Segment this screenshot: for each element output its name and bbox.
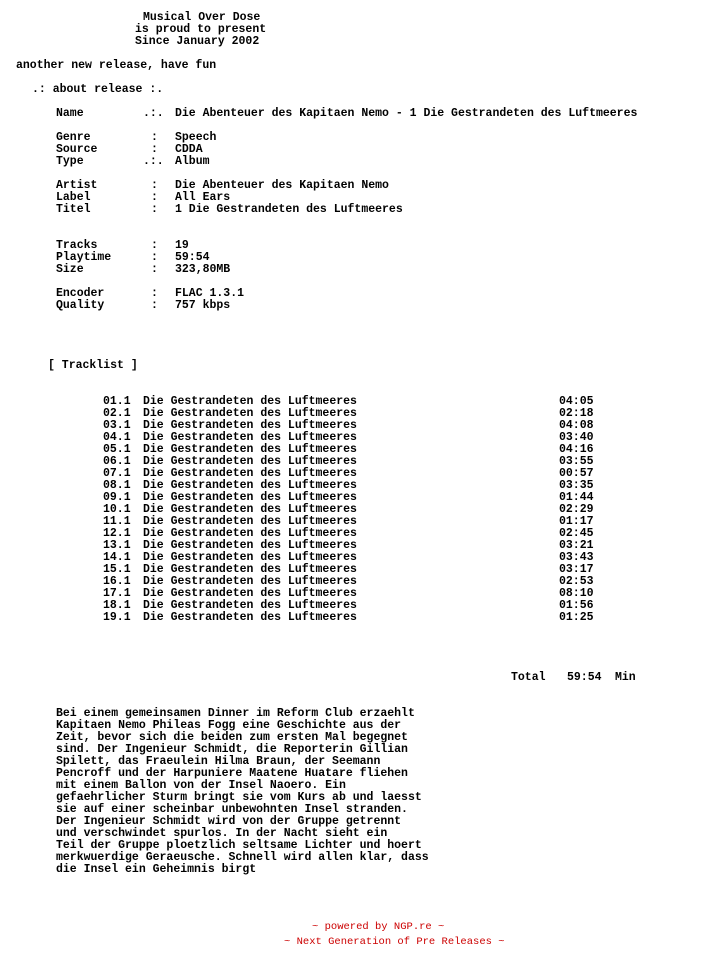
track-time: 02:53 bbox=[559, 575, 594, 588]
description-line: und verschwindet spurlos. In der Nacht sieht ein bbox=[56, 827, 388, 840]
track-title: Die Gestrandeten des Luftmeeres bbox=[143, 443, 357, 456]
genre-value: Speech bbox=[175, 131, 217, 144]
tagline: another new release, have fun bbox=[16, 59, 217, 72]
track-time: 03:35 bbox=[559, 479, 594, 492]
header-group-name: Musical Over Dose bbox=[143, 11, 261, 24]
quality-separator: : bbox=[151, 299, 158, 312]
track-title: Die Gestrandeten des Luftmeeres bbox=[143, 395, 357, 408]
track-number: 15.1 bbox=[103, 563, 131, 576]
track-title: Die Gestrandeten des Luftmeeres bbox=[143, 527, 357, 540]
total-value: 59:54 bbox=[567, 671, 602, 684]
encoder-value: FLAC 1.3.1 bbox=[175, 287, 245, 300]
track-number: 08.1 bbox=[103, 479, 131, 492]
label-value: All Ears bbox=[175, 191, 231, 204]
playtime-value: 59:54 bbox=[175, 251, 210, 264]
track-time: 01:25 bbox=[559, 611, 594, 624]
artist-separator: : bbox=[151, 179, 158, 192]
track-time: 01:56 bbox=[559, 599, 594, 612]
track-number: 07.1 bbox=[103, 467, 131, 480]
playtime-label: Playtime bbox=[56, 251, 112, 264]
name-value: Die Abenteuer des Kapitaen Nemo - 1 Die Gestrandeten des Luftmeeres bbox=[175, 107, 638, 120]
size-value: 323,80MB bbox=[175, 263, 231, 276]
track-title: Die Gestrandeten des Luftmeeres bbox=[143, 563, 357, 576]
track-title: Die Gestrandeten des Luftmeeres bbox=[143, 587, 357, 600]
description-line: gefaehrlicher Sturm bringt sie vom Kurs ab und laesst bbox=[56, 791, 422, 804]
track-number: 18.1 bbox=[103, 599, 131, 612]
source-label: Source bbox=[56, 143, 98, 156]
description-line: Spilett, das Fraeulein Hilma Braun, der Seemann bbox=[56, 755, 381, 768]
source-value: CDDA bbox=[175, 143, 203, 156]
track-number: 16.1 bbox=[103, 575, 131, 588]
track-title: Die Gestrandeten des Luftmeeres bbox=[143, 599, 357, 612]
track-time: 03:55 bbox=[559, 455, 594, 468]
description-line: sind. Der Ingenieur Schmidt, die Reporterin Gillian bbox=[56, 743, 408, 756]
encoder-separator: : bbox=[151, 287, 158, 300]
track-title: Die Gestrandeten des Luftmeeres bbox=[143, 551, 357, 564]
description-line: Pencroff und der Harpuniere Maatene Huatare fliehen bbox=[56, 767, 408, 780]
source-separator: : bbox=[151, 143, 158, 156]
playtime-separator: : bbox=[151, 251, 158, 264]
footer-powered-by: ~ powered by NGP.re ~ bbox=[312, 921, 445, 933]
quality-label: Quality bbox=[56, 299, 105, 312]
type-label: Type bbox=[56, 155, 84, 168]
footer-next-generation: ~ Next Generation of Pre Releases ~ bbox=[284, 936, 505, 948]
track-number: 14.1 bbox=[103, 551, 131, 564]
section-about: .: about release :. bbox=[32, 83, 164, 96]
track-number: 05.1 bbox=[103, 443, 131, 456]
total-unit: Min bbox=[615, 671, 636, 684]
description-line: Zeit, bevor sich die beiden zum ersten Mal begegnet bbox=[56, 731, 408, 744]
track-number: 01.1 bbox=[103, 395, 131, 408]
track-time: 02:18 bbox=[559, 407, 594, 420]
description-line: Kapitaen Nemo Phileas Fogg eine Geschichte aus der bbox=[56, 719, 402, 732]
type-separator: .:. bbox=[143, 155, 164, 168]
track-title: Die Gestrandeten des Luftmeeres bbox=[143, 575, 357, 588]
tracks-label: Tracks bbox=[56, 239, 98, 252]
track-title: Die Gestrandeten des Luftmeeres bbox=[143, 515, 357, 528]
tracklist-heading: [ Tracklist ] bbox=[48, 359, 138, 372]
size-label: Size bbox=[56, 263, 84, 276]
name-separator: .:. bbox=[143, 107, 164, 120]
artist-value: Die Abenteuer des Kapitaen Nemo bbox=[175, 179, 389, 192]
tracks-value: 19 bbox=[175, 239, 189, 252]
track-time: 03:21 bbox=[559, 539, 594, 552]
track-time: 03:40 bbox=[559, 431, 594, 444]
track-number: 13.1 bbox=[103, 539, 131, 552]
description-line: mit einem Ballon von der Insel Naoero. Ein bbox=[56, 779, 346, 792]
label-label: Label bbox=[56, 191, 91, 204]
titel-separator: : bbox=[151, 203, 158, 216]
track-number: 12.1 bbox=[103, 527, 131, 540]
size-separator: : bbox=[151, 263, 158, 276]
track-time: 04:16 bbox=[559, 443, 594, 456]
track-time: 03:43 bbox=[559, 551, 594, 564]
track-title: Die Gestrandeten des Luftmeeres bbox=[143, 539, 357, 552]
track-time: 04:05 bbox=[559, 395, 594, 408]
header-proud: is proud to present bbox=[135, 23, 267, 36]
label-separator: : bbox=[151, 191, 158, 204]
track-time: 04:08 bbox=[559, 419, 594, 432]
description-line: die Insel ein Geheimnis birgt bbox=[56, 863, 257, 876]
track-number: 17.1 bbox=[103, 587, 131, 600]
quality-value: 757 kbps bbox=[175, 299, 231, 312]
header-since: Since January 2002 bbox=[135, 35, 260, 48]
total-label: Total bbox=[511, 671, 546, 684]
track-time: 01:44 bbox=[559, 491, 594, 504]
track-time: 02:45 bbox=[559, 527, 594, 540]
track-number: 19.1 bbox=[103, 611, 131, 624]
description-line: sie auf einer scheinbar unbewohnten Insel stranden. bbox=[56, 803, 408, 816]
track-time: 03:17 bbox=[559, 563, 594, 576]
track-title: Die Gestrandeten des Luftmeeres bbox=[143, 431, 357, 444]
type-value: Album bbox=[175, 155, 210, 168]
track-time: 02:29 bbox=[559, 503, 594, 516]
titel-label: Titel bbox=[56, 203, 91, 216]
description-line: Bei einem gemeinsamen Dinner im Reform Club erzaehlt bbox=[56, 707, 415, 720]
track-number: 04.1 bbox=[103, 431, 131, 444]
tracks-separator: : bbox=[151, 239, 158, 252]
encoder-label: Encoder bbox=[56, 287, 105, 300]
track-title: Die Gestrandeten des Luftmeeres bbox=[143, 407, 357, 420]
footer bbox=[0, 921, 720, 948]
track-number: 03.1 bbox=[103, 419, 131, 432]
description-line: Teil der Gruppe ploetzlich seltsame Lichter und hoert bbox=[56, 839, 422, 852]
track-time: 00:57 bbox=[559, 467, 594, 480]
track-number: 11.1 bbox=[103, 515, 131, 528]
track-number: 09.1 bbox=[103, 491, 131, 504]
genre-separator: : bbox=[151, 131, 158, 144]
track-title: Die Gestrandeten des Luftmeeres bbox=[143, 503, 357, 516]
genre-label: Genre bbox=[56, 131, 91, 144]
track-time: 08:10 bbox=[559, 587, 594, 600]
track-title: Die Gestrandeten des Luftmeeres bbox=[143, 491, 357, 504]
track-title: Die Gestrandeten des Luftmeeres bbox=[143, 479, 357, 492]
track-title: Die Gestrandeten des Luftmeeres bbox=[143, 419, 357, 432]
track-time: 01:17 bbox=[559, 515, 594, 528]
track-title: Die Gestrandeten des Luftmeeres bbox=[143, 455, 357, 468]
track-title: Die Gestrandeten des Luftmeeres bbox=[143, 467, 357, 480]
name-label: Name bbox=[56, 107, 84, 120]
titel-value: 1 Die Gestrandeten des Luftmeeres bbox=[175, 203, 403, 216]
track-number: 02.1 bbox=[103, 407, 131, 420]
artist-label: Artist bbox=[56, 179, 98, 192]
track-title: Die Gestrandeten des Luftmeeres bbox=[143, 611, 357, 624]
track-number: 06.1 bbox=[103, 455, 131, 468]
track-number: 10.1 bbox=[103, 503, 131, 516]
description-line: merkwuerdige Geraeusche. Schnell wird allen klar, dass bbox=[56, 851, 429, 864]
description-line: Der Ingenieur Schmidt wird von der Gruppe getrennt bbox=[56, 815, 402, 828]
